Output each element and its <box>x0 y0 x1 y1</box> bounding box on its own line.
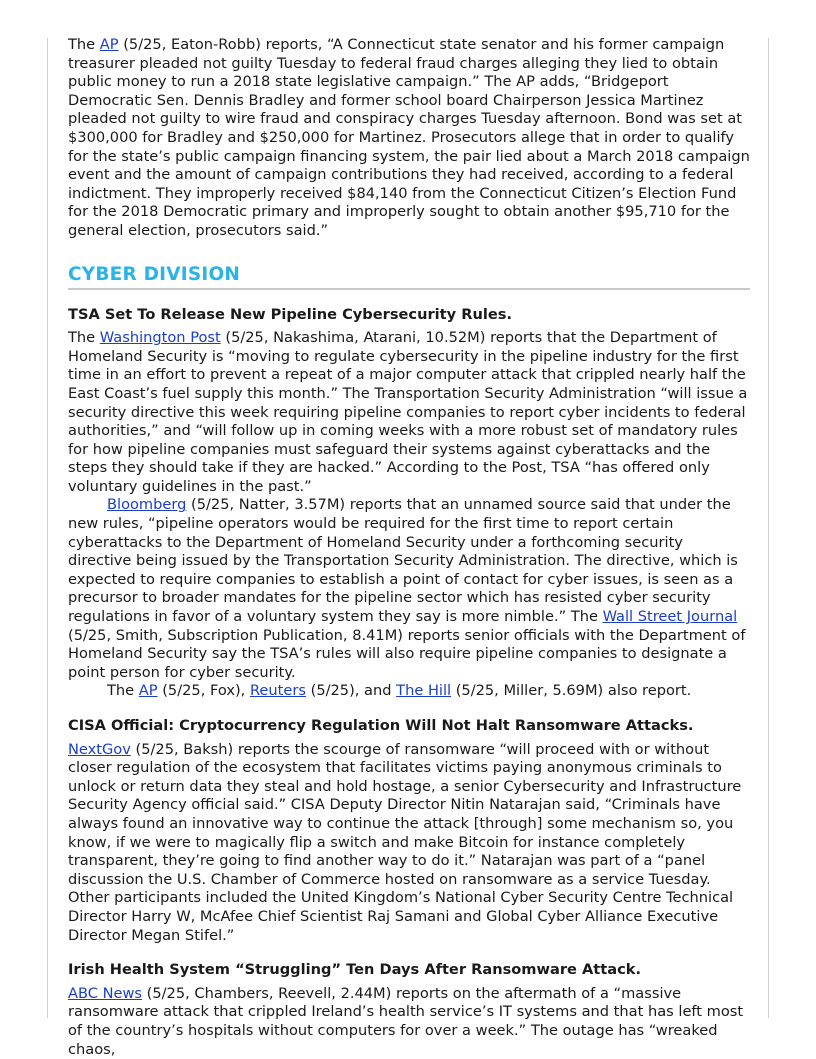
washington-post-link[interactable]: Washington Post <box>99 329 221 347</box>
article-paragraph: The AP (5/25, Fox), Reuters (5/25), and The Hill (5/25, Miller, 5.69M) also report. <box>107 682 692 700</box>
ap-link[interactable]: AP <box>138 682 158 700</box>
article-headline-cisa: CISA Official: Cryptocurrency Regulation Will Not Halt Ransomware Attacks. <box>68 717 694 734</box>
ap-link[interactable]: AP <box>99 36 119 53</box>
left-margin-rule <box>47 38 48 1018</box>
intro-paragraph: The AP (5/25, Eaton-Robb) reports, “A Connecticut state senator and his former campaign treasurer pleaded not guilty Tuesday to federal fraud charges alleging they lied to obtain public money to run a 2018 state legislative campaign.” The AP adds, “Bridgeport Democratic Sen. Dennis Bradley and former school board Chairperson Jessica Martinez pleaded not guilty to wire fraud and conspiracy charges Tuesday afternoon. Bond was set at $300,000 for Bradley and $250,000 for Martinez. Prosecutors allege that in order to qualify for the state’s public campaign financing system, the pair lied about a March 2018 campaign event and the amount of campaign contributions they had received, according to a federal indictment. They improperly received $84,140 from the Connecticut Citizen’s Election Fund for the 2018 Democratic primary and improperly sought to obtain another $95,710 for the general election, prosecutors said.” <box>68 36 750 239</box>
article-paragraph: ABC News (5/25, Chambers, Reevell, 2.44M) reports on the aftermath of a “massive ransomware attack that crippled Ireland’s health service’s IT systems and that has left most of the country’s hospitals without computers for over a week.” The outage has “wreaked chaos, <box>68 984 744 1058</box>
article-paragraph: Bloomberg (5/25, Natter, 3.57M) reports that an unnamed source said that under the new rules, “pipeline operators would be required for the first time to report certain cyberattacks to the Department of Homeland Security under a forthcoming security directive being issued by the Transportation Security Administration. The directive, which is expected to require companies to establish a point of contact for cyber issues, is seen as a precursor to broader mandates for the pipeline sector which has resisted cyber security regulations in favor of a voluntary system they say is more nimble.” The Wall Street Journal (5/25, Smith, Subscription Publication, 8.41M) reports senior officials with the Department of Homeland Security say the TSA’s rules will also require pipeline companies to designate a point person for cyber security. <box>68 496 746 681</box>
article-headline-irish-health: Irish Health System “Struggling” Ten Days After Ransomware Attack. <box>68 961 642 979</box>
bloomberg-link[interactable]: Bloomberg <box>107 496 187 514</box>
nextgov-link[interactable]: NextGov <box>68 740 131 758</box>
reuters-link[interactable]: Reuters <box>249 682 306 700</box>
article-headline-tsa: TSA Set To Release New Pipeline Cybersecurity Rules. <box>68 305 512 323</box>
abc-news-link[interactable]: ABC News <box>68 984 143 1002</box>
section-heading-cyber-division: CYBER DIVISION <box>68 263 750 290</box>
right-margin-rule <box>768 38 769 1018</box>
article-paragraph: The Washington Post (5/25, Nakashima, Atarani, 10.52M) reports that the Department of Homeland Security is “moving to regulate cybersecurity in the pipeline industry for the first time in an effort to prevent a repeat of a major computer attack that crippled nearly half the East Coast’s fuel supply this month.” The Transportation Security Administration “will issue a security directive this week requiring pipeline companies to report cyber incidents to federal authorities,” and “will follow up in coming weeks with a more robust set of mandatory rules for how pipeline companies must safeguard their systems against cyberattacks and the steps they should take if they are hacked.” According to the Post, TSA “has offered only voluntary guidelines in the past.” <box>68 329 748 495</box>
wall-street-journal-link[interactable]: Wall Street Journal <box>602 608 738 626</box>
the-hill-link[interactable]: The Hill <box>396 682 452 700</box>
article-paragraph: NextGov (5/25, Baksh) reports the scourge of ransomware “will proceed with or without closer regulation of the ecosystem that facilitates victims paying anonymous criminals to unlock or return data they steal and hold hostage, a senior Cybersecurity and Infrastructure Security Agency official said.” CISA Deputy Director Nitin Natarajan said, “Criminals have always found an innovative way to continue the attack [through] some mechanism so, you know, if we were to magically flip a switch and make Bitcoin for instance completely transparent, they’re going to find another way to do it.” Natarajan was part of a “panel discussion the U.S. Chamber of Commerce hosted on ransomware as a service Tuesday. Other participants included the United Kingdom’s National Cyber Security Centre Technical Director Harry W, McAfee Chief Scientist Raj Samani and Global Cyber Alliance Executive Director Megan Stifel.” <box>68 740 742 944</box>
article-column <box>68 36 750 1059</box>
